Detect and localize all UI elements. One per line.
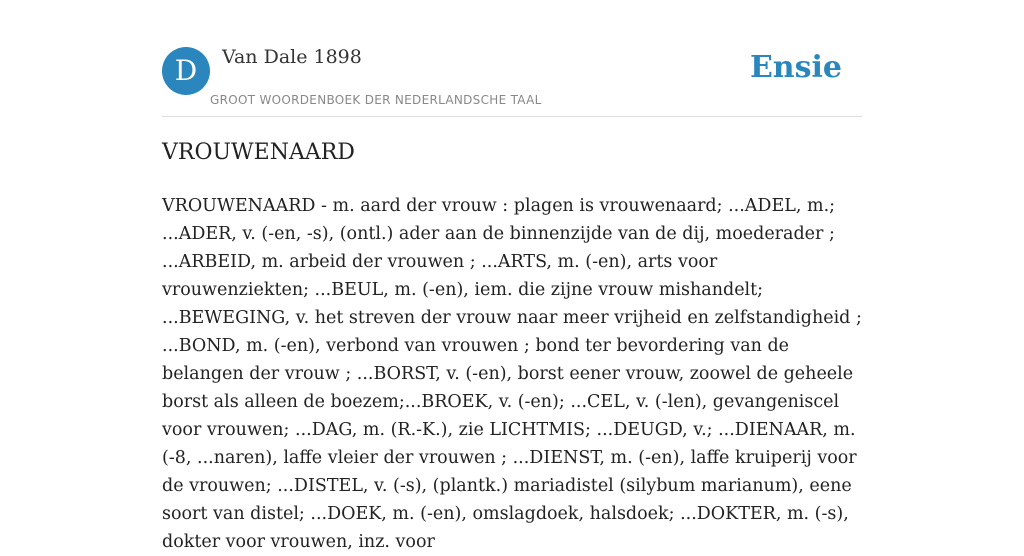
brand-logo[interactable]: Ensie (749, 50, 842, 85)
definition-text: VROUWENAARD - m. aard der vrouw : plagen is vrouwenaard; ...ADEL, m.; ...ADER, v. (-en, -s), (ontl.) ader aan de binnenzijde van de dij, moederader ; ...ARBEID, m. arbeid der vrouwen ; ...ARTS, m. (-en), arts voor vrouwenziekten; ...BEUL, m. (-en), iem. die zijne vrouw mishandelt; ...BEWEGING, v. het streven der vrouw naar meer vrijheid en zelfstandigheid ; ...BOND, m. (-en), verbond van vrouwen ; bond ter bevordering van de belangen der vrouw ; ...BORST, v. (-en), borst eener vrouw, zoowel de geheele borst als alleen de boezem;...BROEK, v. (-en); ...CEL, v. (-len), gevangeniscel voor vrouwen; ...DAG, m. (R.-K.), zie LICHTMIS; ...DEUGD, v.; ...DIENAAR, m. (-8, ...naren), laffe vleier der vrouwen ; ...DIENST, m. (-en), laffe kruiperij voor de vrouwen; ...DISTEL, v. (-s), (plantk.) mariadistel (silybum marianum), eene soort van distel; ...DOEK, m. (-en), omslagdoek, halsdoek; ...DOKTER, m. (-s), dokter voor vrouwen, inz. voor (162, 196, 862, 552)
dictionary-subtitle: GROOT WOORDENBOEK DER NEDERLANDSCHE TAAL (210, 93, 542, 107)
header (162, 0, 862, 117)
page-title: VROUWENAARD (162, 140, 355, 165)
dictionary-logo[interactable]: D (162, 47, 210, 95)
dictionary-title[interactable]: Van Dale 1898 (222, 46, 362, 68)
